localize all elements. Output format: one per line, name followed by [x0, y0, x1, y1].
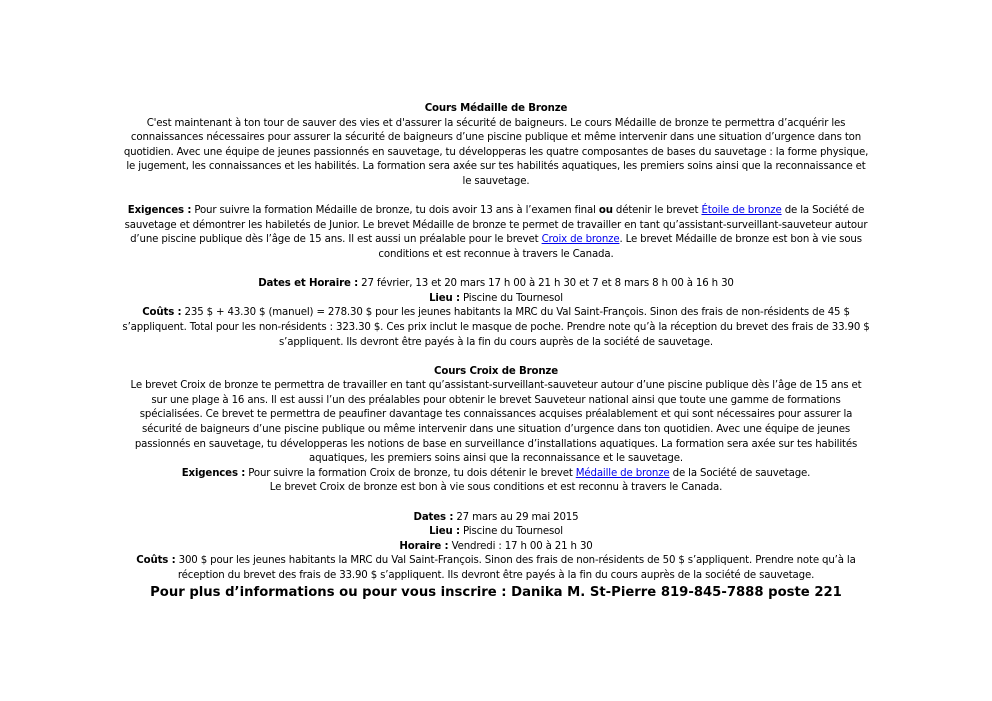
croix-intro: Le brevet Croix de bronze te permettra de travailler en tant qu’assistant-surveillant-sauveteur autour d’une piscine publique dès l’âge de 15 ans et sur une plage à 16 ans. Il est aussi l’un des préalables pour obtenir le brevet Sauveteur national ainsi que toute une gamme de formations spécialisées. Ce brevet te permettra de peaufiner davantage tes connaissances acquises préalablement et qui sont nécessaires pour assurer la sécurité de baigneurs d’une piscine publique ou même intervenir dans une situation d’urgence dans ton quotidien. Avec une équipe de jeunes passionnés en sauvetage, tu développeras les notions de base en surveillance d’installations aquatiques. La formation sera axée sur tes habilités aquatiques, les premiers soins ainsi que la reconnaissance et le sauvetage. [130, 380, 862, 465]
croix-dates: Dates : 27 mars au 29 mai 2015 [413, 511, 579, 523]
croix-costs: Coûts : 300 $ pour les jeunes habitants la MRC du Val Saint-François. Sinon des frais de non-résidents de 50 $ s’appliquent. Prendre note qu’à la réception du brevet des frais de 33.90 $ s’appliquent. Ils devront être payés à la fin du cours auprès de la société de sauvetage. [136, 555, 856, 581]
croix-location: Lieu : Piscine du Tournesol [429, 526, 563, 538]
croix-schedule: Horaire : Vendredi : 17 h 00 à 21 h 30 [399, 540, 593, 552]
croix-title: Cours Croix de Bronze [434, 365, 558, 377]
croix-validity: Le brevet Croix de bronze est bon à vie sous conditions et est reconnu à travers le Canada. [269, 482, 723, 494]
contact-footer: Pour plus d’informations ou pour vous inscrire : Danika M. St-Pierre 819-845-7888 poste 221 [150, 584, 842, 600]
bronze-location: Lieu : Piscine du Tournesol [429, 292, 563, 304]
bronze-intro: C'est maintenant à ton tour de sauver des vies et d'assurer la sécurité de baigneurs. Le cours Médaille de bronze te permettra d’acquérir les connaissances nécessaires pour assurer la sécurité de baigneurs d’une piscine publique et même intervenir dans une situation d’urgence dans ton quotidien. Avec une équipe de jeunes passionnés en sauvetage, tu développeras les quatre composantes de bases du sauvetage : la forme physique, le jugement, les connaissances et les habilités. La formation sera axée sur tes habilités aquatiques, les premiers soins ainsi que la reconnaissance et le sauvetage. [123, 117, 869, 187]
medaille-de-bronze-link[interactable]: Médaille de bronze [575, 467, 670, 479]
croix-de-bronze-link[interactable]: Croix de bronze [541, 234, 620, 246]
etoile-de-bronze-link[interactable]: Étoile de bronze [701, 205, 782, 217]
bronze-costs: Coûts : 235 $ + 43.30 $ (manuel) = 278.30 $ pour les jeunes habitants la MRC du Val Saint-François. Sinon des frais de non-résidents de 45 $ s’appliquent. Total pour les non-résidents : 323.30 $. Ces prix inclut le masque de poche. Prendre note qu’à la réception du brevet des frais de 33.90 $ s’appliquent. Ils devront être payés à la fin du cours auprès de la société de sauvetage. [122, 307, 870, 348]
bronze-dates: Dates et Horaire : 27 février, 13 et 20 mars 17 h 00 à 21 h 30 et 7 et 8 mars 8 h 00 à 16 h 30 [258, 278, 734, 290]
document-page [122, 102, 870, 601]
bronze-requirements: Exigences : Pour suivre la formation Médaille de bronze, tu dois avoir 13 ans à l’examen final ou détenir le brevet Étoile de bronze de la Société de sauvetage et démontrer les habiletés de Junior. Le brevet Médaille de bronze te permet de travailler en tant qu’assistant-surveillant-sauveteur autour d’une piscine publique dès l’âge de 15 ans. Il est aussi un préalable pour le brevet Croix de bronze. Le brevet Médaille de bronze est bon à vie sous conditions et est reconnue à travers le Canada. [124, 205, 868, 260]
croix-requirements: Exigences : Pour suivre la formation Croix de bronze, tu dois détenir le brevet Médaille de bronze de la Société de sauvetage. [181, 467, 811, 479]
bronze-title: Cours Médaille de Bronze [424, 103, 568, 114]
